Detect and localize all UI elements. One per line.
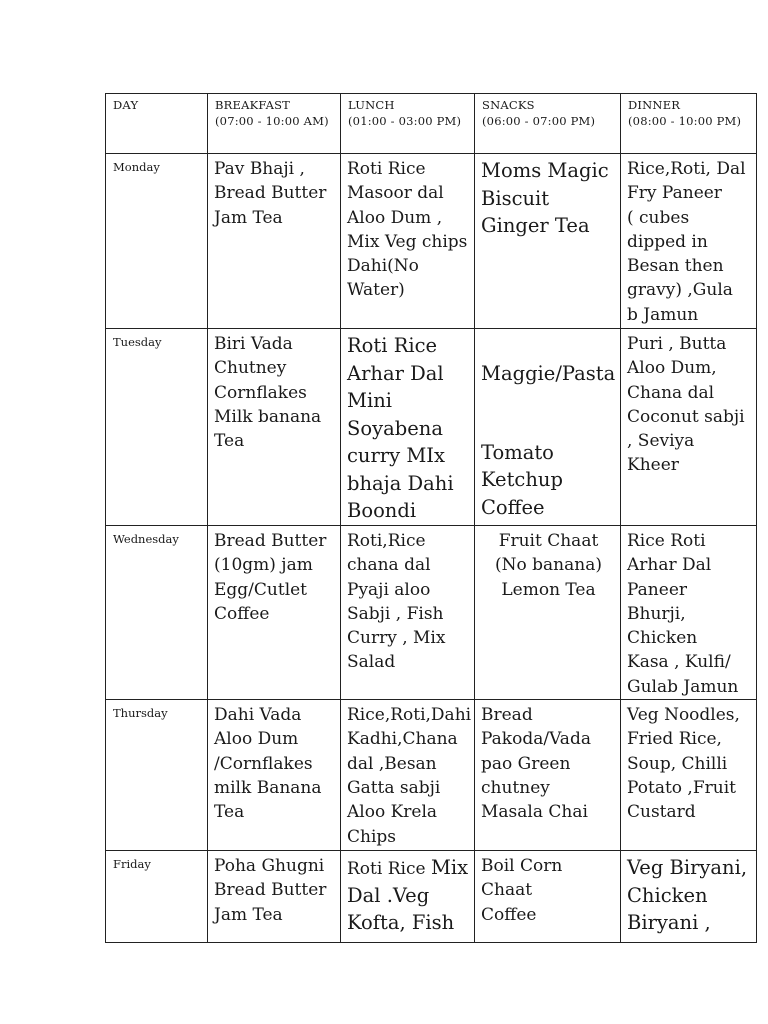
snacks-cell: Fruit Chaat (No banana) Lemon Tea bbox=[475, 526, 621, 700]
header-breakfast-time: (07:00 - 10:00 AM) bbox=[215, 114, 329, 128]
snacks-cell bbox=[475, 329, 621, 526]
lunch-cell: Roti,Rice chana dal Pyaji aloo Sabji , Fish Curry , Mix Salad bbox=[341, 526, 475, 700]
lunch-cell: Rice,Roti,Dahi Kadhi,Chana dal ,Besan Gatta sabji Aloo Krela Chips bbox=[341, 700, 475, 851]
header-row bbox=[106, 94, 757, 154]
header-breakfast bbox=[208, 94, 341, 154]
table-row bbox=[106, 329, 757, 526]
breakfast-cell: Poha Ghugni Bread Butter Jam Tea bbox=[208, 851, 341, 943]
snacks-line-1: Maggie/Pasta bbox=[481, 361, 616, 385]
breakfast-cell: Dahi Vada Aloo Dum /Cornflakes milk Banana Tea bbox=[208, 700, 341, 851]
day-cell: Friday bbox=[106, 851, 208, 943]
lunch-part-a: Roti Rice bbox=[347, 859, 431, 880]
lunch-cell bbox=[341, 851, 475, 943]
day-cell: Thursday bbox=[106, 700, 208, 851]
table-row bbox=[106, 851, 757, 943]
mess-menu-table bbox=[105, 93, 757, 943]
lunch-part-b: Mix Dal .Veg Kofta, Fish bbox=[347, 856, 469, 935]
header-day bbox=[106, 94, 208, 154]
dinner-cell: Rice Roti Arhar Dal Paneer Bhurji, Chicken Kasa , Kulfi/ Gulab Jamun bbox=[621, 526, 757, 700]
day-cell: Wednesday bbox=[106, 526, 208, 700]
table-row bbox=[106, 154, 757, 329]
table-row bbox=[106, 700, 757, 851]
header-dinner bbox=[621, 94, 757, 154]
snacks-cell: Bread Pakoda/Vada pao Green chutney Masala Chai bbox=[475, 700, 621, 851]
snacks-line-2: Tomato Ketchup Coffee bbox=[481, 440, 563, 519]
dinner-cell: Veg Biryani, Chicken Biryani , bbox=[621, 851, 757, 943]
lunch-cell: Roti Rice Arhar Dal Mini Soyabena curry MIx bhaja Dahi Boondi bbox=[341, 329, 475, 526]
header-dinner-label: DINNER bbox=[628, 98, 681, 112]
day-cell: Tuesday bbox=[106, 329, 208, 526]
dinner-cell: Puri , Butta Aloo Dum, Chana dal Coconut sabji , Seviya Kheer bbox=[621, 329, 757, 526]
table-row bbox=[106, 526, 757, 700]
header-snacks-label: SNACKS bbox=[482, 98, 535, 112]
header-lunch-label: LUNCH bbox=[348, 98, 395, 112]
dinner-cell: Veg Noodles, Fried Rice, Soup, Chilli Potato ,Fruit Custard bbox=[621, 700, 757, 851]
header-lunch bbox=[341, 94, 475, 154]
snacks-cell: Boil Corn Chaat Coffee bbox=[475, 851, 621, 943]
dinner-cell: Rice,Roti, Dal Fry Paneer ( cubes dipped in Besan then gravy) ,Gula b Jamun bbox=[621, 154, 757, 329]
header-snacks-time: (06:00 - 07:00 PM) bbox=[482, 114, 596, 128]
snacks-cell: Moms Magic Biscuit Ginger Tea bbox=[475, 154, 621, 329]
header-snacks bbox=[475, 94, 621, 154]
breakfast-cell: Pav Bhaji , Bread Butter Jam Tea bbox=[208, 154, 341, 329]
header-lunch-time: (01:00 - 03:00 PM) bbox=[348, 114, 462, 128]
header-day-label: DAY bbox=[113, 98, 139, 112]
lunch-cell: Roti Rice Masoor dal Aloo Dum , Mix Veg chips Dahi(No Water) bbox=[341, 154, 475, 329]
breakfast-cell: Biri Vada Chutney Cornflakes Milk banana Tea bbox=[208, 329, 341, 526]
header-breakfast-label: BREAKFAST bbox=[215, 98, 291, 112]
header-dinner-time: (08:00 - 10:00 PM) bbox=[628, 114, 742, 128]
day-cell: Monday bbox=[106, 154, 208, 329]
breakfast-cell: Bread Butter (10gm) jam Egg/Cutlet Coffee bbox=[208, 526, 341, 700]
